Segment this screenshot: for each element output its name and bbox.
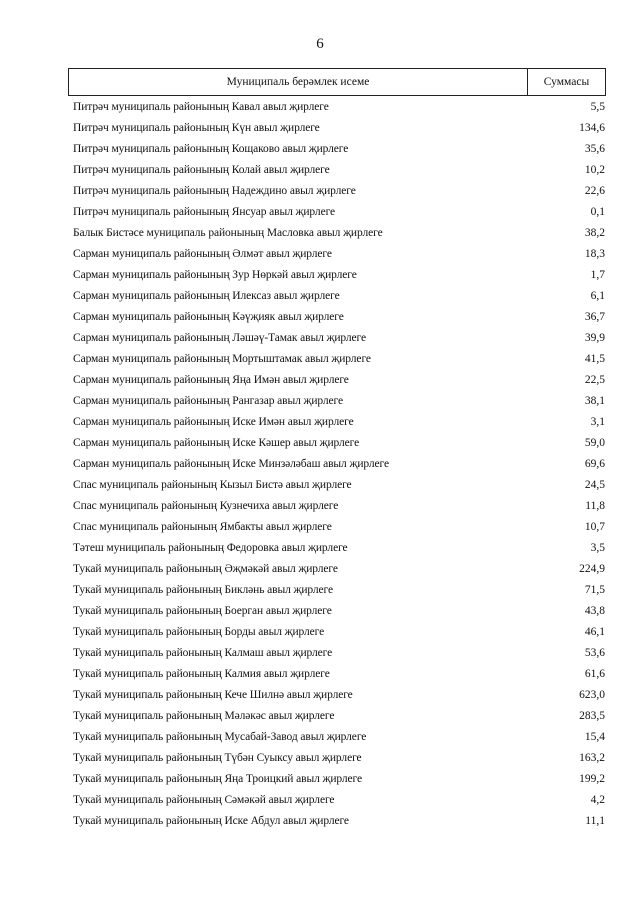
row-sum: 163,2 — [579, 751, 605, 764]
table-row — [73, 159, 605, 180]
row-name: Тукай муниципаль районының Иске Абдул авыл җирлеге — [73, 814, 349, 827]
row-name: Тукай муниципаль районының Боерган авыл җирлеге — [73, 604, 332, 617]
row-sum: 39,9 — [584, 331, 605, 344]
row-sum: 38,2 — [584, 226, 605, 239]
table-row — [73, 243, 605, 264]
row-sum: 71,5 — [584, 583, 605, 596]
row-sum: 35,6 — [584, 142, 605, 155]
row-name: Сарман муниципаль районының Иске Минзәләбаш авыл җирлеге — [73, 457, 389, 470]
table-row — [73, 222, 605, 243]
table-row — [73, 264, 605, 285]
row-name: Тукай муниципаль районының Кече Шилнә авыл җирлеге — [73, 688, 353, 701]
row-name: Тукай муниципаль районының Калмия авыл җирлеге — [73, 667, 330, 680]
row-sum: 41,5 — [584, 352, 605, 365]
row-name: Сарман муниципаль районының Әлмәт авыл җирлеге — [73, 247, 332, 260]
row-name: Питрәч муниципаль районының Кощаково авыл җирлеге — [73, 142, 349, 155]
table-row — [73, 516, 605, 537]
row-name: Спас муниципаль районының Кузнечиха авыл җирлеге — [73, 499, 339, 512]
row-sum: 22,6 — [584, 184, 605, 197]
table-row — [73, 537, 605, 558]
table-row — [73, 474, 605, 495]
row-name: Сарман муниципаль районының Иске Кәшер авыл җирлеге — [73, 436, 360, 449]
row-name: Спас муниципаль районының Кызыл Бистә авыл җирлеге — [73, 478, 352, 491]
row-name: Сарман муниципаль районының Иске Имән авыл җирлеге — [73, 415, 354, 428]
row-sum: 11,1 — [585, 814, 605, 827]
row-sum: 3,5 — [590, 541, 605, 554]
row-sum: 224,9 — [579, 562, 605, 575]
table-row — [73, 600, 605, 621]
table-row — [73, 306, 605, 327]
row-name: Сарман муниципаль районының Илексаз авыл җирлеге — [73, 289, 340, 302]
row-sum: 24,5 — [584, 478, 605, 491]
row-name: Сарман муниципаль районының Мортыштамак авыл җирлеге — [73, 352, 371, 365]
row-name: Питрәч муниципаль районының Кавал авыл җирлеге — [73, 100, 329, 113]
row-name: Балык Бистәсе муниципаль районының Масловка авыл җирлеге — [73, 226, 383, 239]
table-row — [73, 453, 605, 474]
row-sum: 5,5 — [590, 100, 605, 113]
row-sum: 10,7 — [584, 520, 605, 533]
row-name: Тукай муниципаль районының Сәмәкәй авыл җирлеге — [73, 793, 335, 806]
row-sum: 6,1 — [590, 289, 605, 302]
column-header-sum: Суммасы — [543, 76, 590, 88]
row-name: Тәтеш муниципаль районының Федоровка авыл җирлеге — [73, 541, 348, 554]
table-header — [68, 68, 606, 96]
table-row — [73, 642, 605, 663]
row-name: Питрәч муниципаль районының Колай авыл җирлеге — [73, 163, 330, 176]
row-sum: 36,7 — [584, 310, 605, 323]
row-sum: 623,0 — [579, 688, 605, 701]
table-row — [73, 747, 605, 768]
table-row — [73, 96, 605, 117]
table-row — [73, 327, 605, 348]
row-sum: 43,8 — [584, 604, 605, 617]
row-sum: 3,1 — [590, 415, 605, 428]
table-row — [73, 579, 605, 600]
table-row — [73, 285, 605, 306]
table-row — [73, 411, 605, 432]
row-sum: 46,1 — [584, 625, 605, 638]
table-row — [73, 180, 605, 201]
table-row — [73, 495, 605, 516]
row-sum: 0,1 — [590, 205, 605, 218]
table-row — [73, 201, 605, 222]
table-row — [73, 663, 605, 684]
table-row — [73, 117, 605, 138]
row-sum: 199,2 — [579, 772, 605, 785]
row-sum: 69,6 — [584, 457, 605, 470]
row-name: Питрәч муниципаль районының Күн авыл җирлеге — [73, 121, 320, 134]
table-row — [73, 390, 605, 411]
row-sum: 22,5 — [584, 373, 605, 386]
table-row — [73, 138, 605, 159]
row-name: Тукай муниципаль районының Мусабай-Завод авыл җирлеге — [73, 730, 367, 743]
row-name: Питрәч муниципаль районының Янсуар авыл җирлеге — [73, 205, 336, 218]
column-header-name: Муниципаль берәмлек исеме — [69, 69, 528, 95]
row-name: Тукай муниципаль районының Түбән Суыксу авыл җирлеге — [73, 751, 362, 764]
row-sum: 18,3 — [584, 247, 605, 260]
row-name: Сарман муниципаль районының Рангазар авыл җирлеге — [73, 394, 344, 407]
page-number: 6 — [316, 36, 324, 52]
table-row — [73, 789, 605, 810]
table-row — [73, 558, 605, 579]
row-sum: 15,4 — [584, 730, 605, 743]
row-name: Тукай муниципаль районының Әҗмәкәй авыл җирлеге — [73, 562, 338, 575]
row-name: Сарман муниципаль районының Яңа Имән авыл җирлеге — [73, 373, 349, 386]
row-sum: 283,5 — [579, 709, 605, 722]
table-row — [73, 726, 605, 747]
row-name: Тукай муниципаль районының Борды авыл җирлеге — [73, 625, 325, 638]
row-name: Тукай муниципаль районының Калмаш авыл җирлеге — [73, 646, 333, 659]
row-name: Сарман муниципаль районының Ләшәү-Тамак авыл җирлеге — [73, 331, 367, 344]
row-name: Тукай муниципаль районының Яңа Троицкий авыл җирлеге — [73, 772, 363, 785]
row-name: Спас муниципаль районының Ямбакты авыл җирлеге — [73, 520, 332, 533]
row-name: Сарман муниципаль районының Кәүҗияк авыл җирлеге — [73, 310, 344, 323]
table-row — [73, 432, 605, 453]
table-row — [73, 348, 605, 369]
row-sum: 59,0 — [584, 436, 605, 449]
row-sum: 134,6 — [579, 121, 605, 134]
row-sum: 11,8 — [585, 499, 605, 512]
row-sum: 10,2 — [584, 163, 605, 176]
row-sum: 38,1 — [584, 394, 605, 407]
row-sum: 61,6 — [584, 667, 605, 680]
table-row — [73, 810, 605, 831]
table-body — [73, 96, 605, 831]
row-name: Питрәч муниципаль районының Надеждино авыл җирлеге — [73, 184, 356, 197]
table-row — [73, 621, 605, 642]
row-sum: 4,2 — [590, 793, 605, 806]
row-name: Сарман муниципаль районының Зур Нөркәй авыл җирлеге — [73, 268, 357, 281]
table-row — [73, 705, 605, 726]
row-name: Тукай муниципаль районының Мәләкәс авыл җирлеге — [73, 709, 335, 722]
table-row — [73, 369, 605, 390]
table-row — [73, 684, 605, 705]
table-row — [73, 768, 605, 789]
row-sum: 53,6 — [584, 646, 605, 659]
row-sum: 1,7 — [590, 268, 605, 281]
row-name: Тукай муниципаль районының Бикләнь авыл җирлеге — [73, 583, 334, 596]
